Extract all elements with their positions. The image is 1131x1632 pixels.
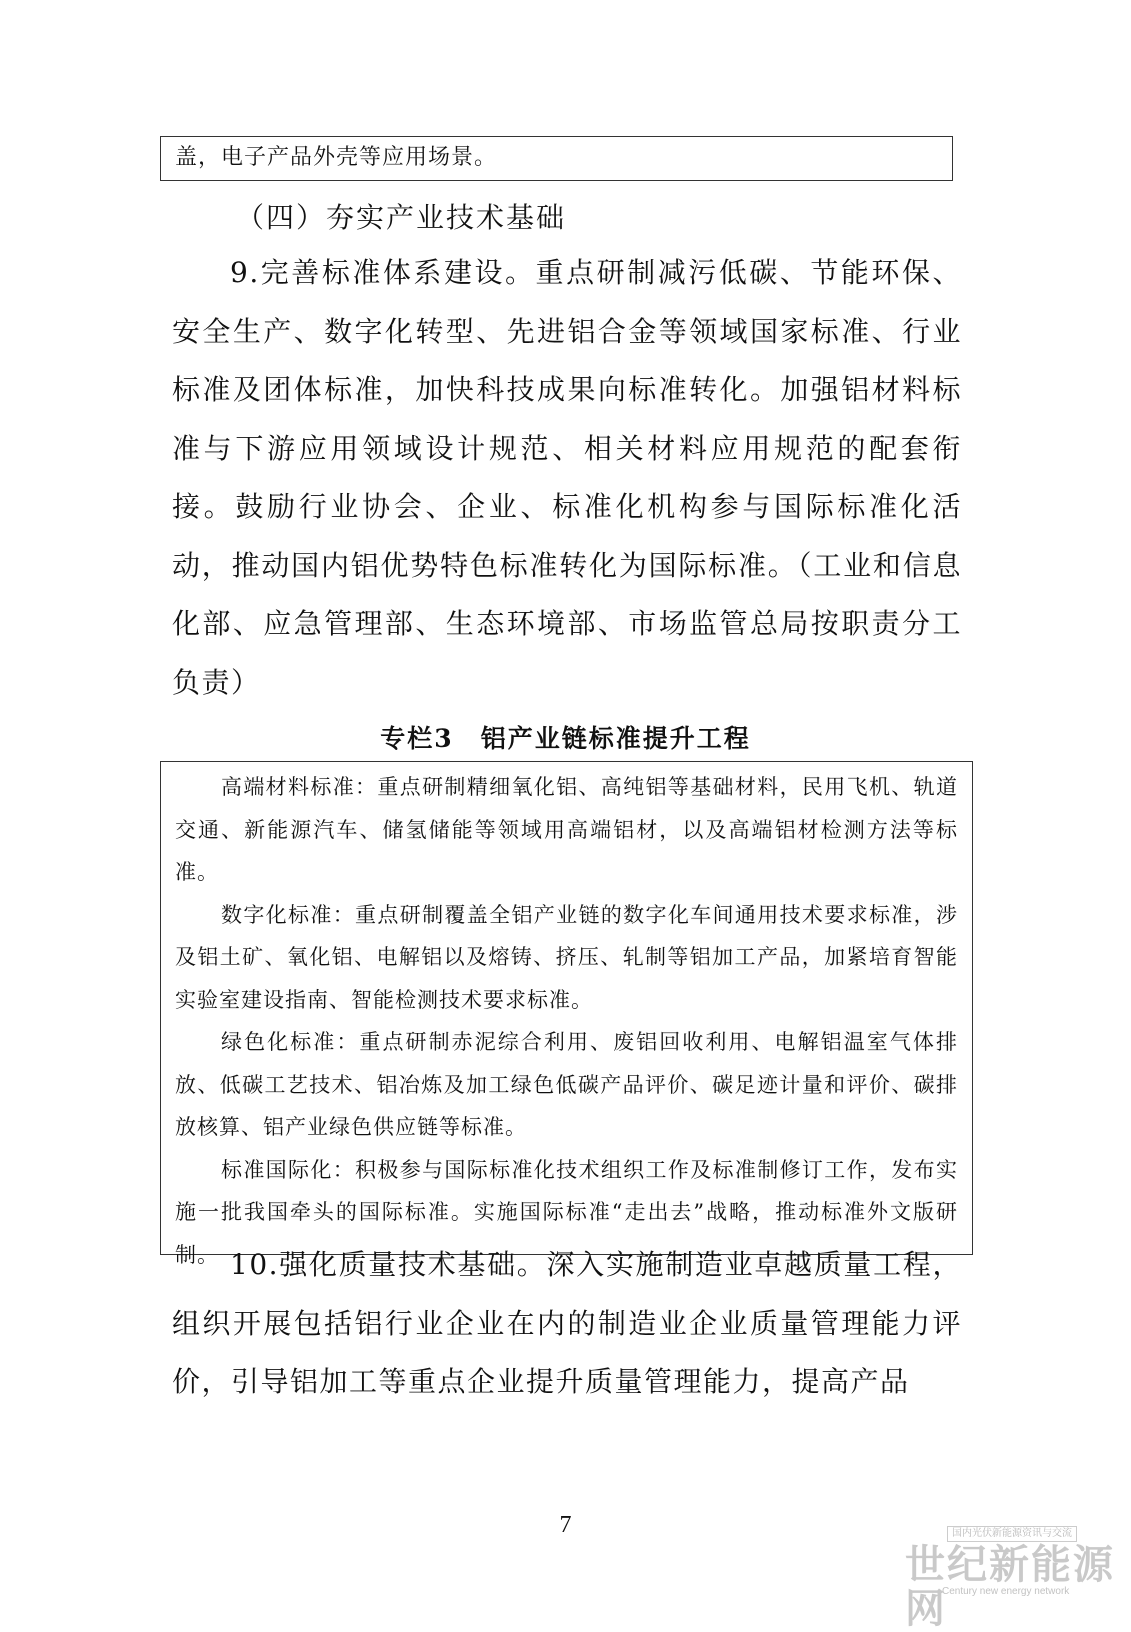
watermark-logo: 世纪新能源网 [905,1541,1115,1632]
paragraph-10: 10.强化质量技术基础。深入实施制造业卓越质量工程，组织开展包括铝行业企业在内的制造业企业质量管理能力评价，引导铝加工等重点企业提升质量管理能力，提高产品 [172,1248,962,1398]
continued-text: 盖，电子产品外壳等应用场景。 [175,145,498,170]
watermark-subtitle: Century new energy network [942,1586,1070,1597]
column-item-digitalization: 数字化标准：重点研制覆盖全铝产业链的数字化车间通用技术要求标准，涉及铝土矿、氧化铝、电解铝以及熔铸、挤压、轧制等铝加工产品，加紧培育智能实验室建设指南、智能检测技术要求标准。 [175,902,958,1012]
continued-text-box [160,136,953,181]
column-box [160,761,973,1267]
page-number: 7 [559,1512,572,1538]
section-heading: （四）夯实产业技术基础 [236,201,567,234]
column-item-high-end-materials: 高端材料标准：重点研制精细氧化铝、高纯铝等基础材料，民用飞机、轨道交通、新能源汽车、储氢储能等领域用高端铝材，以及高端铝材检测方法等标准。 [175,775,958,884]
column-item-internationalization: 标准国际化：积极参与国际标准化技术组织工作及标准制修订工作，发布实施一批我国牵头的国际标准。实施国际标准“走出去”战略，推动标准外文版研制。 [175,1157,958,1267]
watermark-tag: 国内光伏新能源资讯与交流 [947,1526,1077,1542]
paragraph-9: 9.完善标准体系建设。重点研制减污低碳、节能环保、安全生产、数字化转型、先进铝合金等领域国家标准、行业标准及团体标准，加快科技成果向标准转化。加强铝材料标准与下游应用领域设计规范、相关材料应用规范的配套衔接。鼓励行业协会、企业、标准化机构参与国际标准化活动，推动国内铝优势特色标准转化为国际标准。（工业和信息化部、应急管理部、生态环境部、市场监管总局按职责分工负责） [172,256,962,699]
column-title: 专栏3 铝产业链标准提升工程 [380,724,751,753]
column-item-green: 绿色化标准：重点研制赤泥综合利用、废铝回收利用、电解铝温室气体排放、低碳工艺技术、铝冶炼及加工绿色低碳产品评价、碳足迹计量和评价、碳排放核算、铝产业绿色供应链等标准。 [175,1030,958,1139]
